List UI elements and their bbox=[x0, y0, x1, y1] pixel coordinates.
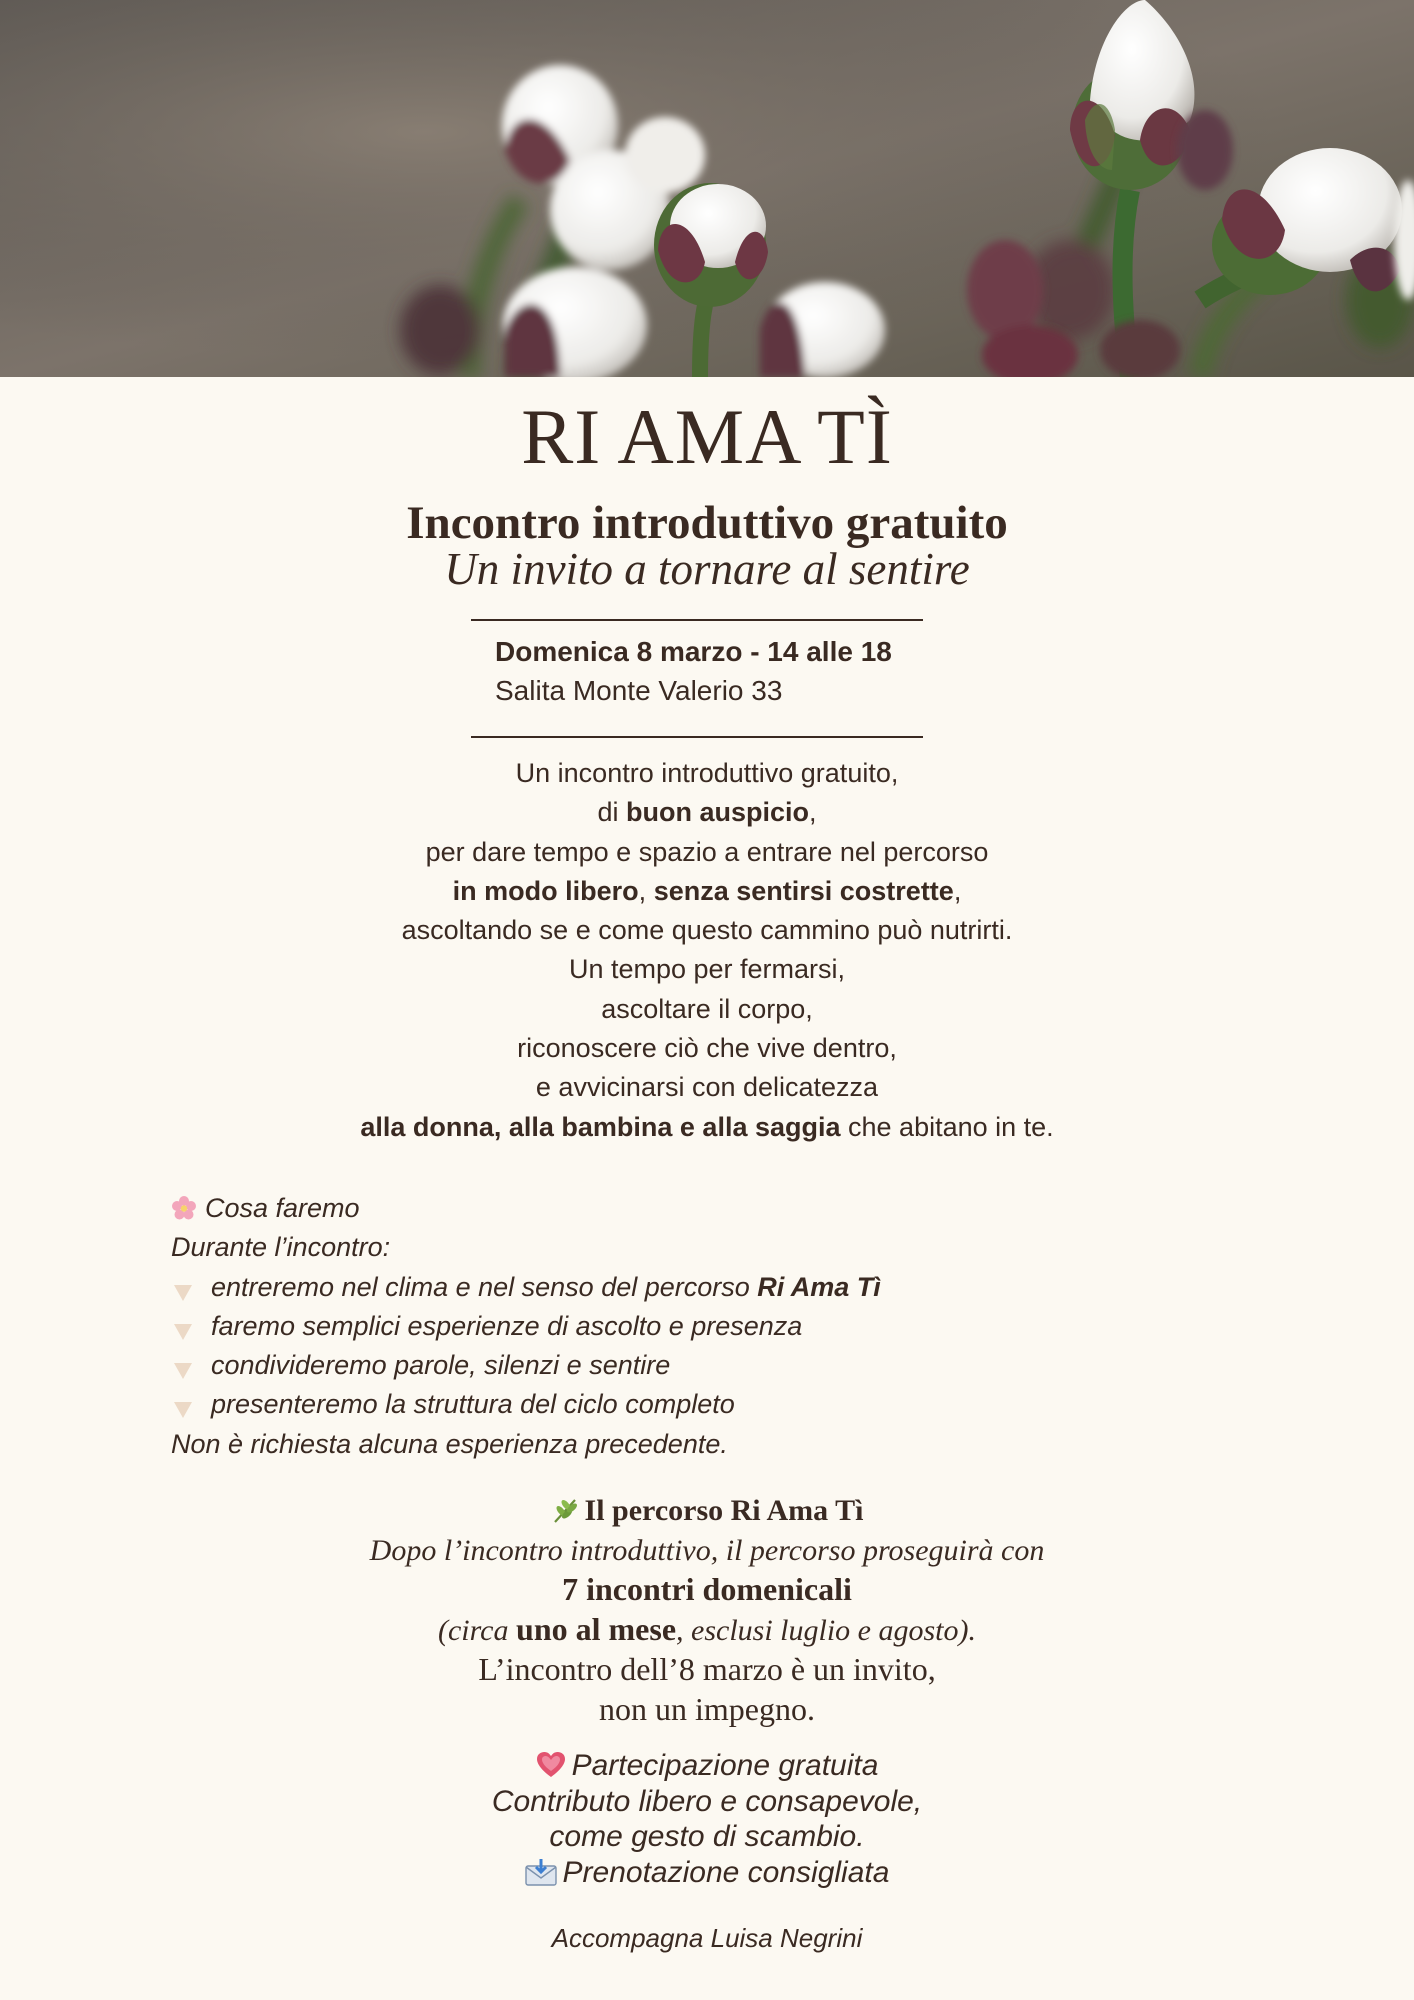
intro-line: Un incontro introduttivo gratuito, bbox=[515, 758, 899, 788]
intro-line: e avvicinarsi con delicatezza bbox=[535, 1072, 879, 1103]
hero-photo bbox=[0, 0, 1414, 377]
guide-signature: Accompagna Luisa Negrini bbox=[551, 1923, 863, 1953]
course-line: (circa uno al mese, esclusi luglio e agosto). bbox=[437, 1610, 976, 1647]
event-date: Domenica 8 marzo - 14 alle 18 bbox=[495, 636, 892, 667]
envelope-icon bbox=[525, 1858, 557, 1886]
triangle-down-icon bbox=[174, 1285, 192, 1301]
course-line: non un impegno. bbox=[599, 1690, 815, 1727]
intro-line: riconoscere ciò che vive dentro, bbox=[517, 1033, 897, 1064]
list-item: condivideremo parole, silenzi e sentire bbox=[171, 1346, 1271, 1385]
intro-line: ascoltare il corpo, bbox=[601, 993, 813, 1024]
event-subtitle: Incontro introduttivo gratuito bbox=[406, 497, 1008, 549]
intro-line: per dare tempo e spazio a entrare nel percorso bbox=[425, 836, 989, 867]
heart-icon bbox=[536, 1751, 566, 1779]
divider-bottom bbox=[471, 736, 923, 738]
participation-line: Partecipazione gratuita bbox=[0, 1748, 1414, 1784]
course-line: L’incontro dell’8 marzo è un invito, bbox=[478, 1651, 936, 1687]
participation-line: come gesto di scambio. bbox=[549, 1820, 865, 1853]
divider-top bbox=[471, 619, 923, 621]
intro-line: ascoltando se e come questo cammino può nutrirti. bbox=[401, 915, 1013, 946]
activities-note: Non è richiesta alcuna esperienza precedente. bbox=[171, 1428, 728, 1459]
intro-text bbox=[0, 754, 1414, 1147]
activities-lead: Durante l’incontro: bbox=[171, 1232, 391, 1263]
course-line: Dopo l’incontro introduttivo, il percorso proseguirà con bbox=[369, 1533, 1045, 1567]
participation-section bbox=[0, 1748, 1414, 1890]
course-heading: Il percorso Ri Ama Tì bbox=[0, 1491, 1414, 1531]
triangle-down-icon bbox=[174, 1324, 192, 1340]
intro-line: Un tempo per fermarsi, bbox=[568, 954, 846, 985]
triangle-down-icon bbox=[174, 1363, 192, 1379]
triangle-down-icon bbox=[174, 1402, 192, 1418]
course-line: 7 incontri domenicali bbox=[562, 1571, 852, 1607]
intro-line: in modo libero, senza sentirsi costrette, bbox=[452, 875, 962, 906]
blossom-icon bbox=[171, 1195, 197, 1221]
list-item: entreremo nel clima e nel senso del percorso Ri Ama Tì bbox=[171, 1268, 1271, 1307]
list-item: faremo semplici esperienze di ascolto e presenza bbox=[171, 1307, 1271, 1346]
page-title: RI AMA TÌ bbox=[521, 393, 893, 480]
event-tagline: Un invito a tornare al sentire bbox=[444, 544, 970, 594]
list-item: presenteremo la struttura del ciclo completo bbox=[171, 1385, 1271, 1424]
activities-section bbox=[171, 1189, 1271, 1464]
participation-line: Prenotazione consigliata bbox=[0, 1855, 1414, 1891]
intro-line: di buon auspicio, bbox=[597, 797, 817, 828]
herb-icon bbox=[551, 1496, 579, 1524]
course-section bbox=[0, 1491, 1414, 1729]
activities-heading: Cosa faremo bbox=[171, 1189, 1271, 1228]
event-address: Salita Monte Valerio 33 bbox=[495, 675, 783, 706]
participation-line: Contributo libero e consapevole, bbox=[491, 1784, 923, 1818]
intro-line: alla donna, alla bambina e alla saggia che abitano in te. bbox=[360, 1111, 1054, 1142]
